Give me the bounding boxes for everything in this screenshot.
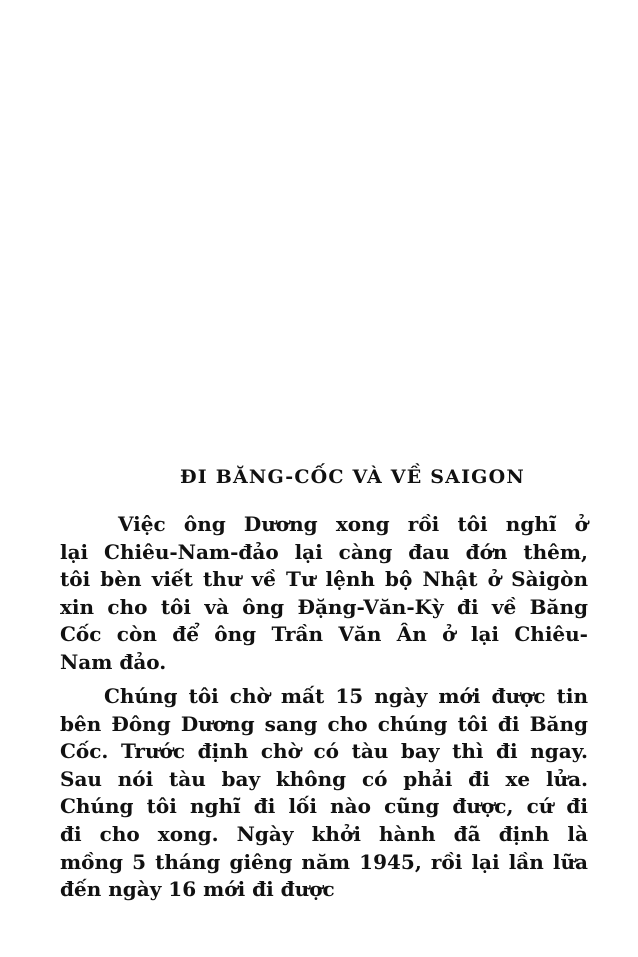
text-line: lại Chiêu-Nam-đảo lại càng đau đớn thêm, bbox=[60, 539, 588, 564]
text-line: Cốc. Trước định chờ có tàu bay thì đi ngay. bbox=[60, 739, 588, 764]
text-line: tôi bèn viết thư về Tư lệnh bộ Nhật ở Sàigòn bbox=[60, 567, 588, 592]
text-line: xin cho tôi và ông Đặng-Văn-Kỳ đi về Băng bbox=[60, 594, 588, 619]
paragraph-1 bbox=[60, 511, 588, 677]
text-line: bên Đông Dương sang cho chúng tôi đi Băng bbox=[60, 711, 588, 736]
text-line: Chúng tôi nghĩ đi lối nào cũng được, cứ đi bbox=[60, 794, 588, 819]
text-line: Nam đảo. bbox=[60, 649, 167, 674]
paragraph-2 bbox=[60, 683, 588, 904]
text-line: Sau nói tàu bay không có phải đi xe lửa. bbox=[60, 766, 588, 791]
chapter-title: ĐI BĂNG-CỐC VÀ VỀ SAIGON bbox=[180, 466, 525, 488]
text-line: đi cho xong. Ngày khởi hành đã định là bbox=[60, 821, 588, 846]
text-line: Chúng tôi chờ mất 15 ngày mới được tin bbox=[104, 684, 588, 708]
text-line: Việc ông Dương xong rồi tôi nghĩ ở bbox=[118, 512, 588, 536]
text-line: Cốc còn để ông Trần Văn Ân ở lại Chiêu- bbox=[60, 622, 588, 647]
text-line: mồng 5 tháng giêng năm 1945, rồi lại lần lữa bbox=[60, 849, 588, 874]
text-line: đến ngày 16 mới đi được bbox=[60, 877, 335, 902]
